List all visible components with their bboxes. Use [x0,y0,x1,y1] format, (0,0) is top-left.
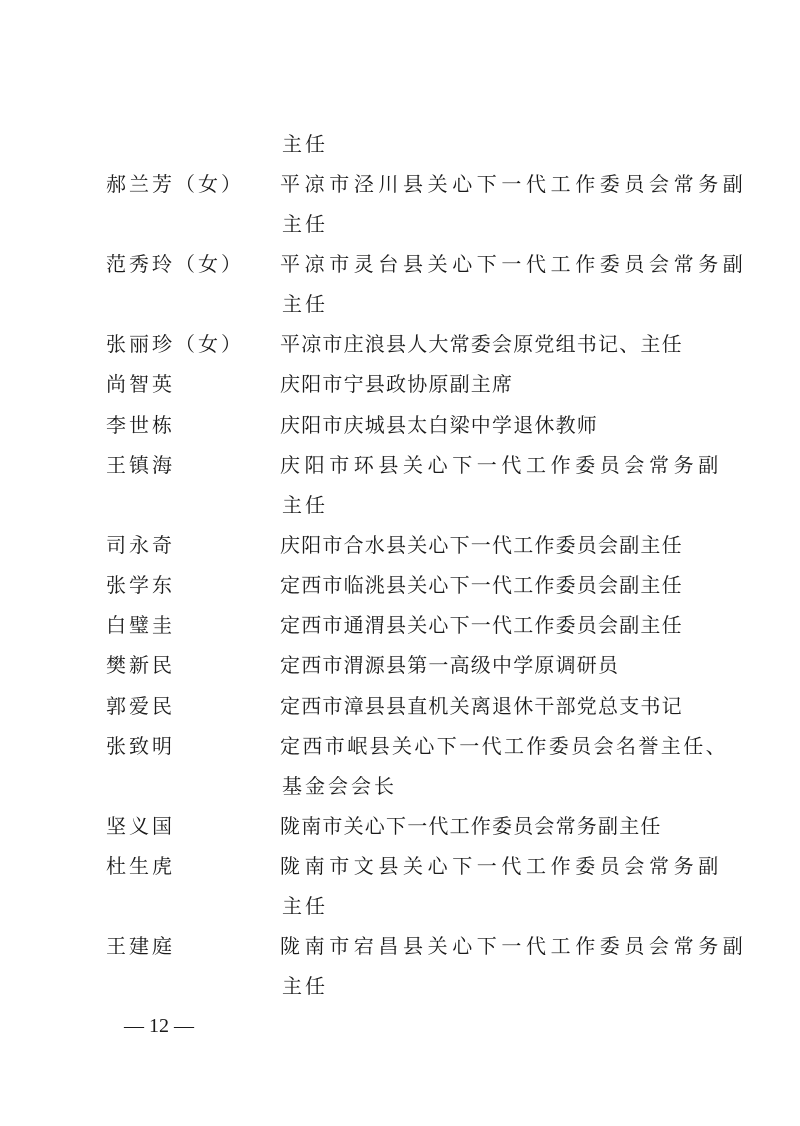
entry-4-description: 庆阳市宁县政协原副主席 [280,372,514,396]
entry-2-continuation: 主任 [282,292,328,316]
entry-0-continuation: 主任 [282,132,328,156]
entry-9-name: 白璧圭 [106,613,175,637]
entry-15-continuation: 主任 [282,974,328,998]
entry-3-description: 平凉市庄浪县人大常委会原党组书记、主任 [280,332,683,356]
entry-10-description: 定西市渭源县第一高级中学原调研员 [280,653,620,677]
entry-3-name: 张丽珍（女） [106,332,244,356]
entry-1-description: 平凉市泾川县关心下一代工作委员会常务副 [280,172,748,196]
entry-10-name: 樊新民 [106,653,175,677]
entry-6-continuation: 主任 [282,493,328,517]
entry-13-description: 陇南市关心下一代工作委员会常务副主任 [280,814,662,838]
entry-13-name: 坚义国 [106,814,175,838]
entry-11-description: 定西市漳县县直机关离退休干部党总支书记 [280,694,683,718]
entry-7-name: 司永奇 [106,533,175,557]
entry-15-name: 王建庭 [106,934,175,958]
entry-4-name: 尚智英 [106,372,175,396]
entry-7-description: 庆阳市合水县关心下一代工作委员会副主任 [280,533,683,557]
entry-1-name: 郝兰芳（女） [106,172,244,196]
entry-12-name: 张致明 [106,734,175,758]
entry-1-continuation: 主任 [282,212,328,236]
page-number: — 12 — [124,1015,194,1037]
entry-14-continuation: 主任 [282,894,328,918]
entry-2-description: 平凉市灵台县关心下一代工作委员会常务副 [280,252,748,276]
entry-14-name: 杜生虎 [106,854,175,878]
entry-5-name: 李世栋 [106,413,175,437]
entry-8-name: 张学东 [106,573,175,597]
entry-12-description: 定西市岷县关心下一代工作委员会名誉主任、 [280,734,728,758]
entry-6-name: 王镇海 [106,453,175,477]
entry-8-description: 定西市临洮县关心下一代工作委员会副主任 [280,573,683,597]
entry-15-description: 陇南市宕昌县关心下一代工作委员会常务副 [280,934,748,958]
entry-6-description: 庆阳市环县关心下一代工作委员会常务副 [280,453,723,477]
entry-14-description: 陇南市文县关心下一代工作委员会常务副 [280,854,723,878]
entry-5-description: 庆阳市庆城县太白梁中学退休教师 [280,413,598,437]
entry-9-description: 定西市通渭县关心下一代工作委员会副主任 [280,613,683,637]
entry-2-name: 范秀玲（女） [106,252,244,276]
entry-12-continuation: 基金会会长 [282,774,397,798]
entry-11-name: 郭爱民 [106,694,175,718]
